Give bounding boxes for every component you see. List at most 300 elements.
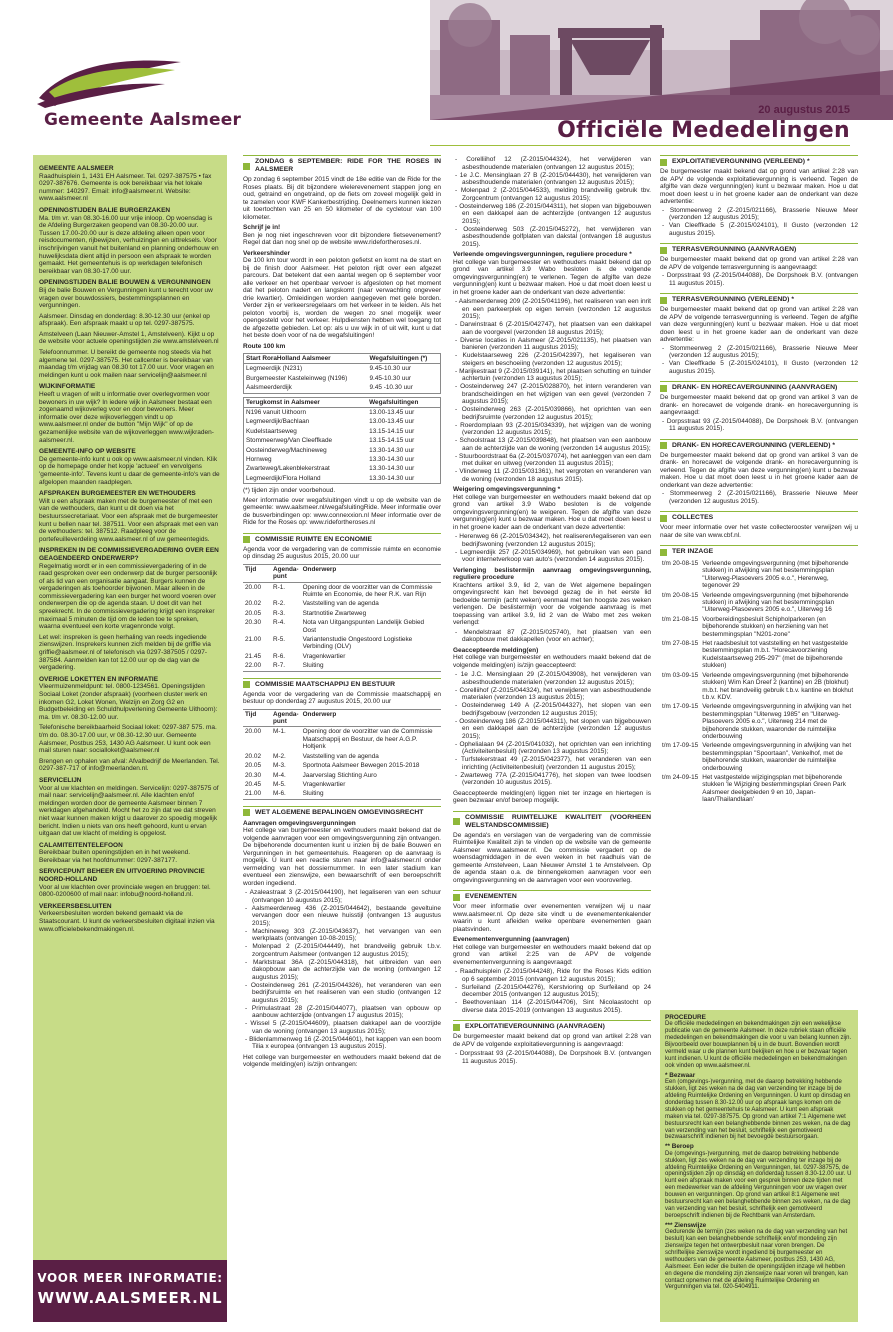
bullet-square-icon bbox=[660, 159, 667, 166]
section-heading-text: DRANK- EN HORECAVERGUNNING (AANVRAGEN) bbox=[672, 384, 838, 391]
sidebar-block bbox=[39, 207, 221, 275]
table-cell: Verleende omgevingsvergunning (met bijbehorende stukken) in afwijking van het bestemmingsplan "Uiterweg-Plasoevers 2005 e.o.", Uiterweg 16 bbox=[702, 591, 849, 614]
bullet-square-icon bbox=[243, 809, 250, 816]
section-heading bbox=[660, 293, 858, 304]
list-item: - Vlinderweg 11 (Z-2015/031361), het vergroten en veranderen van de woning (verzonden 18 augustus 2015). bbox=[455, 468, 651, 483]
list-item: - Herenweg 66 (Z-2015/034342), het realiseren/legaliseren van een bedrijfswoning (verzonden 12 augustus 2015); bbox=[455, 533, 651, 548]
table-row bbox=[660, 591, 858, 615]
list-item: - Turfstekerstraat 49 (Z-2015/042377), het veranderen van een inrichting (Activiteitenbesluit) (verzonden 11 augustus 2015); bbox=[455, 756, 651, 771]
table-cell: Aalsmeerderdijk bbox=[246, 384, 292, 392]
bullet-list bbox=[453, 968, 651, 1014]
list-item: - Van Cleeffkade 5 (Z-2015/024101), Il Gusto (verzonden 12 augustus 2015). bbox=[662, 222, 858, 237]
sidebar-heading: OPENINGSTIJDEN BALIE BOUWEN & VERGUNNINGEN bbox=[39, 279, 211, 287]
sidebar-text: Bereikbaar buiten openingstijden en in het weekend. Bereikbaar via het hoofdnummer: 0297-387177. bbox=[39, 849, 191, 864]
sidebar-block bbox=[39, 903, 221, 933]
list-item: - Roerdomplaan 93 (Z-2015/034339), het wijzigen van de woning (verzonden 12 augustus 2015); bbox=[455, 421, 651, 436]
table-row bbox=[244, 455, 441, 464]
paragraph: Ben je nog niet ingeschreven voor dit bijzondere fietsevenement? Regel dat dan nog snel op de website www.ridefortheroses.nl. bbox=[243, 231, 441, 246]
table-row bbox=[244, 427, 441, 436]
notice-section bbox=[660, 381, 858, 433]
list-item: - Oosteinderweg 263 (Z-2015/039866), het oprichten van een bedrijfsruimte (verzonden 12 augustus 2015); bbox=[455, 406, 651, 421]
sidebar-content bbox=[39, 165, 221, 933]
notice-section bbox=[660, 243, 858, 287]
sidebar-block bbox=[39, 349, 221, 379]
bullet-square-icon bbox=[660, 385, 667, 392]
table-cell: 9.45-10.30 uur bbox=[369, 365, 412, 373]
sidebar-text: Raadhuisplein 1, 1431 EH Aalsmeer. Tel. 0297-387575 • fax 0297-387676. Gemeente is ook bereikbaar via het lokale nummer: 140297. Email: info@aalsmeer.nl. Website: www.aalsmeer.nl bbox=[39, 172, 212, 203]
sidebar-heading: AFSPRAKEN BURGEMEESTER EN WETHOUDERS bbox=[39, 490, 196, 498]
paragraph: Het college van burgemeester en wethouders maakt bekend dat op grond van artikel 2:25 van de APV de volgende evenementenvergunning is aangevraagd: bbox=[453, 943, 651, 966]
wabo-section bbox=[243, 806, 441, 1069]
sidebar-heading: OPENINGSTIJDEN BALIE BURGERZAKEN bbox=[39, 206, 171, 214]
list-item: - Blidenlammenweg 16 (Z-2015/044601), het kappen van een boom Tilia x europea (ontvangen 13 augustus 2015). bbox=[245, 1035, 441, 1051]
sidebar-text: De gemeente-info kunt u ook op www.aalsmeer.nl vinden. Klik op de homepage onder het kopje 'actueel' en vervolgens 'gemeente-info'. Tevens kunt u daar de gemeente-info's van de afgelopen maanden raadplegen. bbox=[39, 455, 220, 486]
sidebar-heading: OVERIGE LOKETTEN EN INFORMATIE bbox=[39, 675, 159, 683]
table-cell: Vragenkwartier bbox=[302, 652, 346, 660]
paragraph: Voor meer informatie over het vaste collecterooster verwijzen wij u naar de site van www.cbf.nl. bbox=[660, 524, 858, 539]
paragraph: Het college van burgemeester en wethouders maakt bekend dat op grond van artikel 3.9 Wabo besloten is de volgende omgevingsvergunning(en) te weigeren. Tegen de afgifte van deze vergunning(en) kunt u bezwaar maken. Hoe u dat moet doen leest u in het groene kader aan de onderkant van deze advertentie: bbox=[453, 493, 651, 531]
table-row bbox=[660, 615, 858, 639]
bullet-list bbox=[243, 889, 441, 1051]
table-cell: Voorbereidingsbesluit Schipholparkeren (en bijbehorende stukken) en herziening van het bestemmingsplan "N201-zone" bbox=[702, 615, 829, 638]
section-heading: COMMISSIE RUIMTELIJKE KWALITEIT (VOORHEEN WELSTANDSCOMMISSIE) bbox=[453, 811, 651, 830]
paragraph: De agenda's en verslagen van de vergadering van de commissie Ruimtelijke Kwaliteit zijn te vinden op de website van de gemeente Aalsmeer www.aalsmeer.nl. De commissie vergadert op de woensdagmiddagen in de even weken in het raadhuis van de gemeente Amstelveen, Laan Nieuwer Amstel 1 te Amstelveen. Op de agenda staan o.a. de binnengekomen aanvragen voor een omgevingsvergunning en de aanvragen voor een vooroverleg. bbox=[453, 831, 651, 884]
table-row bbox=[243, 635, 441, 652]
table-cell: Kudelstaartseweg bbox=[246, 427, 297, 435]
sidebar-text: Ma. t/m vr. van 08.30-16.00 uur vrije inloop. Op woensdag is de Afdeling Burgerzaken geopend van 08.30-20.00 uur. Tussen 17.00-20.00 uur is deze afdeling alleen open voor reisdocumenten, rijbewijzen, verhuizingen en uittreksels. Voor inschrijvingen vanuit het buitenland en planning onderhouw en huwelijksdata dient altijd in persoon een afspraak te worden gemaakt. Het gemeentehuis is op werkdagen telefonisch bereikbaar van 08.30-17.00 uur. bbox=[39, 214, 219, 275]
procedure-subtitle: *** Zienswijze bbox=[665, 1221, 707, 1229]
bullet-square-icon bbox=[453, 894, 460, 901]
table-cell: R-6. bbox=[273, 652, 286, 660]
table-cell: 9.45 -10.30 uur bbox=[369, 384, 413, 392]
table-row bbox=[660, 741, 858, 773]
table-cell: 20.30 bbox=[245, 771, 261, 779]
sidebar-block bbox=[39, 868, 221, 898]
list-item: - Molenpad 2 (Z-2015/044533), melding brandveilig gebruik tbv. Zorgcentrum (ontvangen 12 augustus 2015); bbox=[455, 187, 651, 202]
table-cell: Sluiting bbox=[302, 790, 324, 798]
table-cell: Opening door de voorzitter van de Commissie Ruimte en Economie, de heer R.K. van Rijn bbox=[302, 583, 433, 598]
table-row bbox=[243, 609, 441, 618]
table-cell: Verleende omgevingsvergunning (met bijbehorende stukken) Wim Kan Dreef 2 (kantine) en 2B (blokhut) m.b.t. het brandveilig gebruik t.b.v. kantine en blokhut t.b.v. KDV. bbox=[702, 671, 854, 701]
subheading: Schrijf je in! bbox=[243, 224, 281, 231]
table-cell: R-2. bbox=[273, 600, 286, 608]
table-row bbox=[244, 417, 441, 426]
bullet-square-icon bbox=[243, 681, 250, 688]
table-cell: Legmeerdijk (N231) bbox=[246, 365, 303, 373]
list-item: - Oosteinderweg 186 (Z-2015/044311), het slopen van bijgebouwen en een dakkapel aan de achterzijde (verzonden 12 augustus 2015); bbox=[455, 717, 651, 740]
subheading: Aanvragen omgevingsvergunningen bbox=[243, 819, 356, 827]
table-cell: Hornweg bbox=[246, 456, 272, 464]
commissie-ruimte-section bbox=[243, 533, 441, 672]
list-item: - Oosteinderweg 247 (Z-2015/028870), het intern veranderen van brandscheidingen en het wijzigen van een gevel (verzonden 7 augustus 2015); bbox=[455, 383, 651, 405]
table-cell: Burgemeester Kasteleinweg (N196) bbox=[246, 374, 348, 382]
table-row bbox=[243, 618, 441, 635]
table-cell: Nota van Uitgangspunten Landelijk Gebied Oost bbox=[302, 619, 425, 634]
list-item: - Zwarteweg 77A (Z-2015/041776), het slopen van twee loodsen (verzonden 10 augustus 2015). bbox=[455, 771, 651, 786]
list-item: - Wissel 5 (Z-2015/044609), plaatsen dakkapel aan de voorzijde van de woning (ontvangen 13 augustus 2015); bbox=[245, 1020, 441, 1035]
bullet-list bbox=[453, 1050, 651, 1065]
table-cell: t/m 27-08-15 bbox=[662, 640, 699, 648]
paragraph: Meer informatie over wegafsluitingen vindt u op de website van de gemeente: www.aalsmeer.nl/wegafsluitingRide. Meer informatie over de busverbindingen op: www.connexxion.nl Meer informatie over de Ride for the Roses op: www.ridefortheroses.nl bbox=[243, 496, 441, 527]
table-cell: Verleende omgevingsvergunning in afwijking van het bestemmingsplan "Uiterweg 1985" en "Uiterweg-Plasoevers 2005 e.o.", Uiterweg 214 met de bijbehorende stukken, waaronder de ruimtelijke onderbouwing bbox=[702, 703, 852, 740]
list-item: - 1e J.C. Mensinglaan 27 B (Z-2015/044430), het verwijderen van asbesthoudende materialen (ontvangen 12 augustus 2015); bbox=[455, 171, 651, 186]
table-cell: 9.45-10.30 uur bbox=[369, 374, 412, 382]
table-row bbox=[244, 364, 441, 374]
sidebar-block bbox=[39, 724, 221, 754]
sidebar-text: Telefonische bereikbaarheid Sociaal loket: 0297-387 575. ma. t/m do. 08.30-17.00 uur, vr 08.30-12.30 uur. Gemeente Aalsmeer, Postbus 253, 1430 AG Aalsmeer. U kunt ook een mail sturen naar: socialloket@aalsmeer.nl bbox=[39, 724, 217, 755]
section-heading bbox=[660, 381, 858, 392]
paragraph: Het college van burgemeester en wethouders maakt bekend dat de volgende aanvragen voor een omgevingsvergunning zijn ontvangen. De bijbehorende documenten kunt u inzien bij de balie Bouwen en Vergunningen in het gemeentehuis. Reageren op de aanvraag is mogelijk. U kunt een reactie sturen naar info@aalsmeer.nl onder vermelding van het dossiernummer. In een later stadium kan eventueel een zienswijze, een bewaarschrift of een beroepschrift worden ingediend. bbox=[243, 827, 441, 887]
paragraph: De burgemeester maakt bekend dat op grond van artikel 2:28 van de APV de volgende exploitatievergunning is aangevraagd: bbox=[453, 1033, 651, 1048]
table-cell: 13.15-14.15 uur bbox=[369, 437, 415, 445]
list-item: - 1e J.C. Mensinglaan 29 (Z-2015/043908), het verwijderen van asbesthoudende materialen (verzonden 12 augustus 2015); bbox=[455, 671, 651, 686]
sidebar-text: Amstelveen (Laan Nieuwer-Amstel 1, Amstelveen). Kijkt u op de website voor actuele openingstijden zie www.amstelveen.nl bbox=[39, 330, 219, 346]
list-item: - Machineweg 303 (Z-2015/043637), het vervangen van een werkplaats (ontvangen 10-08-2015); bbox=[245, 927, 441, 943]
paragraph: Het college van burgemeester en wethouders maakt bekend dat de volgende melding(en) is/zijn geaccepteerd: bbox=[453, 654, 651, 669]
table-cell: 20.02 bbox=[245, 600, 261, 608]
procedure-title: PROCEDURE bbox=[665, 1014, 706, 1021]
bullet-square-icon bbox=[453, 1024, 460, 1031]
section-heading-text: EXPLOITATIEVERGUNNING (VERLEEND) * bbox=[672, 158, 810, 165]
sidebar-heading: GEMEENTE AALSMEER bbox=[39, 165, 114, 172]
page-header bbox=[0, 0, 893, 150]
table-row bbox=[243, 761, 441, 770]
section-heading-text: TERRASVERGUNNING (VERLEEND) * bbox=[672, 296, 794, 303]
table-cell: 20.05 bbox=[245, 762, 261, 770]
table-row bbox=[660, 639, 858, 671]
list-item: - Corelliihof (Z-2015/044324), het verwijderen van asbesthoudende materialen (verzonden 13 augustus 2015); bbox=[455, 686, 651, 701]
bullet-list bbox=[660, 345, 858, 376]
paragraph: Geaccepteerde melding(en) liggen niet ter inzage en hiertegen is geen bezwaar en/of beroep mogelijk. bbox=[453, 789, 651, 804]
table-cell: 13.00-13.45 uur bbox=[369, 418, 415, 426]
table-row bbox=[243, 771, 441, 780]
table-cell: t/m 03-09-15 bbox=[662, 671, 699, 679]
table-cell: R-4. bbox=[273, 619, 286, 627]
bullet-square-icon bbox=[660, 515, 667, 522]
bullet-list bbox=[453, 671, 651, 787]
section-heading: EVENEMENTEN bbox=[453, 890, 651, 901]
subheading: Evenementenvergunning (aanvragen) bbox=[453, 936, 570, 943]
section-heading: TER INZAGE bbox=[660, 545, 858, 556]
paragraph: De burgemeester maakt bekend dat op grond van artikel 2:28 van de APV de volgende terrasvergunning is aangevraagd: bbox=[660, 256, 858, 271]
evenementen-section bbox=[453, 890, 651, 1014]
sidebar-heading: VERKEERSBESLUITEN bbox=[39, 902, 112, 910]
list-item: - Stommeerweg 2 (Z-2015/021166), Brasserie Nieuwe Meer (verzonden 12 augustus 2015); bbox=[662, 206, 858, 221]
table-cell: t/m 24-09-15 bbox=[662, 773, 699, 781]
sidebar-heading: WIJKINFORMATIE bbox=[39, 383, 96, 391]
list-item: - Beethovenlaan 114 (Z-2015/044706), Sint Nicolaastocht op diverse data 2015-2019 (ontvangen 13 augustus 2015). bbox=[455, 999, 651, 1014]
sidebar-text: Voor al uw klachten over provinciale wegen en bruggen: tel. 0800-0200600 of mail naar: infobu@noord-holland.nl. bbox=[39, 883, 211, 899]
table-row bbox=[243, 661, 441, 671]
table-cell: 13.30-14.30 uur bbox=[369, 446, 415, 454]
section-heading-text: TERRASVERGUNNING (AANVRAGEN) bbox=[672, 246, 797, 253]
list-item: - Marijkestraat 9 (Z-2015/039141), het plaatsen schutting en tuinder achtertuin (verzonden 13 augustus 2015); bbox=[455, 367, 651, 382]
list-item: - Aalsmeerderweg 436 (Z-2015/044642), bestaande geveltuine vervangen door een nieuwe huisstijl (ontvangen 13 augustus 2015); bbox=[245, 904, 441, 927]
paragraph: Agenda voor de vergadering van de commissie ruimte en economie op dinsdag 25 augustus 2015, 20.00 uur bbox=[243, 545, 441, 561]
subheading: Geaccepteerde melding(en) bbox=[453, 646, 539, 654]
paragraph: De burgemeester maakt bekend dat op grond van artikel 2:28 van de APV de volgende exploitatievergunning is verleend. Tegen de afgifte van deze vergunning(en) kunt u bezwaar maken. Hoe u dat moet doen leest u in het groene kader aan de onderkant van deze advertentie: bbox=[660, 168, 858, 205]
sidebar-block bbox=[39, 448, 221, 486]
bullet-list bbox=[453, 156, 651, 248]
agenda-table: Tijd Agenda-punt Onderwerp 20.00 R-1. Opening door de voorzitter van de Commissie Ruimte en Economie, de heer R.K. van Rijn 20.02 R-2. Vaststelling van de agenda 20.05 R-3. Startnotitie Zwarteweg 20.30 R-4. Nota van Uitgangspunten Landelijk Gebied Oost 21.00 R-5. Variantenstudie Ongestoord Logistieke Verbinding (OLV) 21.45 R-6. Vragenkwartier 22.00 R-7. Sluiting bbox=[243, 564, 441, 672]
paragraph: De burgemeester maakt bekend dat op grond van artikel 3 van de drank- en horecawet de volgende drank- en horecavergunning is verleend. Tegen de afgifte van deze vergunning(en) kunt u bezwaar maken. Hoe u dat moet doen leest u in het groene kader aan de onderkant van deze advertentie: bbox=[660, 451, 858, 489]
issue-date: 20 augustus 2015 bbox=[758, 104, 850, 116]
table-cell: 13.30-14.30 uur bbox=[369, 474, 415, 482]
table-row bbox=[243, 652, 441, 661]
section-heading: EXPLOITATIEVERGUNNING (AANVRAGEN) bbox=[453, 1020, 651, 1031]
table-cell: Legmeerdijk/Flora Holland bbox=[246, 474, 321, 482]
table-cell: 20.45 bbox=[245, 780, 261, 788]
sidebar-text: Vleermuizenmeldpunt: tel. 0800-1234561. Openingstijden Sociaal Loket (zonder afspraak) (voorheen cluster werk en inkomen G2, Loket Wonen, Welzijn en Zorg G2 en Budgetbeleiding en Schuldhulpverlening Gemeente Uithoorn): ma. t/m vr. 08.30-12.00 uur. bbox=[39, 683, 218, 721]
table-cell: 21.00 bbox=[245, 636, 261, 644]
table-cell: Het vastgestelde wijzigingsplan met bijbehorende stukken 'le Wijziging bestemmingsplan Green Park Aalsmeer deelgebieden 9 en 10, Japan-laan/Thailandlaan' bbox=[702, 773, 846, 804]
section-heading bbox=[660, 243, 858, 254]
subheading: Weigering omgevingsvergunning * bbox=[453, 486, 561, 493]
table-cell: R-7. bbox=[273, 662, 286, 670]
list-item: - Darwinstraat 6 (Z-2015/042747), het plaatsen van een dakkapel aan de voorgevel (verzonden 18 augustus 2015); bbox=[455, 321, 651, 336]
bullet-list bbox=[660, 418, 858, 433]
list-item: - Legmeerdijk 257 (Z-2015/034969), het gebruiken van een pand voor internetverkoop van auto's (verzonden 14 augustus 2015). bbox=[455, 548, 651, 563]
sidebar-text: Heeft u vragen of wilt u informatie over overlegvormen voor bewoners in uw wijk? In iedere wijk in Aalsmeer bestaat een zogenaamd wijkoverleg voor en door bewoners. Meer informatie over deze wijkoverleggen vindt u op www.aalsmeer.nl onder de button "Mijn Wijk" of op de gezamenlijke website van de wijkoverleggen www.wijkraden-aalsmeer.nl. bbox=[39, 391, 214, 444]
paragraph: Op zondag 6 september 2015 vindt de 18e editie van de Ride for the Roses plaats. Bij dit bijzondere wielerevenement stappen jong en oud, getraind en ongetraind, op de fiets om zoveel mogelijk geld in te zamelen voor KWF Kankerbestrijding. Deelnemers kunnen kiezen uit toertochten van 25 en 50 kilometer of de cycletour van 100 kilometer. bbox=[243, 176, 441, 221]
table-cell: Sluiting bbox=[302, 662, 324, 670]
sidebar-block bbox=[39, 279, 221, 309]
table-cell: t/m 17-09-15 bbox=[662, 742, 699, 750]
section-heading: COMMISSIE RUIMTE EN ECONOMIE bbox=[243, 533, 441, 544]
ruimtelijke-kwaliteit-section bbox=[453, 811, 651, 885]
section-heading bbox=[660, 155, 858, 166]
website-link[interactable]: WWW.AALSMEER.NL bbox=[37, 1289, 223, 1307]
table-cell: Verleende omgevingsvergunning in afwijking van het bestemmingsplan "Spoortaan", Venkelhof, met de bijbehorende stukken, waaronder de ruimtelijke onderbouwing bbox=[702, 742, 852, 772]
list-item: - Dorpsstraat 93 (Z-2015/044088), De Dorpshoek B.V. (ontvangen 11 augustus 2015). bbox=[662, 417, 858, 432]
table-cell: Sportnota Aalsmeer Bewegen 2015-2018 bbox=[302, 762, 420, 770]
table-row bbox=[244, 446, 441, 455]
table-row bbox=[243, 752, 441, 761]
sidebar-block bbox=[39, 165, 221, 203]
section-heading bbox=[660, 439, 858, 450]
list-item: - Oosteinderweg 186 (Z-2015/044311), het slopen van bijgebouwen en een dakkapel aan de achterzijde (ontvangen 12 augustus 2015); bbox=[455, 202, 651, 225]
table-cell: M-5. bbox=[273, 780, 286, 788]
notice-section bbox=[660, 155, 858, 237]
table-cell: 13.30-14.30 uur bbox=[369, 456, 415, 464]
table-row bbox=[244, 374, 441, 383]
table-cell: 20.05 bbox=[245, 609, 261, 617]
section-heading-text: DRANK- EN HORECAVERGUNNING (VERLEEND) * bbox=[672, 441, 836, 449]
table-cell: Vaststelling van de agenda bbox=[302, 600, 379, 608]
sidebar-heading: SERVICEPUNT BEHEER EN UITVOERING PROVINCIE NOORD-HOLLAND bbox=[39, 868, 205, 884]
section-heading: ZONDAG 6 SEPTEMBER: RIDE FOR THE ROSES IN AALSMEER bbox=[243, 155, 441, 174]
subheading: Verkeershinder bbox=[243, 249, 290, 257]
list-item: - Oosteinderweg 149 A (Z-2015/044327), het slopen van een bedrijfsgebouw (verzonden 12 augustus 2015); bbox=[455, 702, 651, 717]
paragraph: Een (omgevings-)vergunning, met de daarop betrekking hebbende stukken, ligt zes weken na de dag van verzending ter inzage bij de afdeling Ruimtelijke Ordening en Vergunningen. U kunt op dinsdag en donderdag tussen 8.30-12.00 uur op afspraak langs komen om de stukken op het gemeentehuis te Aalsmeer. U kunt een afspraak maken via tel. 0297-387575. Op grond van artikel 7:1 Algemene wet bestuursrecht kan een belanghebbende binnen zes weken, na de dag van verzending van het besluit, schriftelijk een gemotiveerd bezwaarschrift indienen bij het bevoegde bestuursorgaan. bbox=[665, 1079, 851, 1141]
table-row bbox=[243, 727, 441, 752]
route-table-start: Start RoraHolland Aalsmeer Wegafsluitingen (*) Legmeerdijk (N231) 9.45-10.30 uur Burgemeester Kasteleinweg (N196) 9.45-10.30 uur Aalsmeerderdijk 9.45 -10.30 uur bbox=[243, 353, 441, 394]
sidebar-block bbox=[39, 490, 221, 543]
bullet-square-icon bbox=[243, 163, 250, 170]
commissie-bestuur-section bbox=[243, 678, 441, 800]
table-cell: R-5. bbox=[273, 636, 286, 644]
table-row bbox=[660, 702, 858, 741]
sidebar-block bbox=[39, 313, 221, 328]
sidebar-heading: GEMEENTE-INFO OP WEBSITE bbox=[39, 448, 136, 456]
paragraph: Het college van burgemeester en wethouders maakt bekend dat op grond van artikel 3.9 Wabo besloten is de volgende omgevingsvergunning(en) te verlenen. Tegen de afgifte van deze vergunning(en) kunt u bezwaar maken. Hoe u dat moet doen leest u in het groene kader aan de onderkant van deze advertentie: bbox=[453, 258, 651, 296]
list-item: - Azaleastraat 3 (Z-2015/044190), het legaliseren van een schuur (ontvangen 10 augustus 2015); bbox=[245, 889, 441, 904]
table-cell: 21.00 bbox=[245, 790, 261, 798]
bullet-list bbox=[660, 490, 858, 505]
sidebar-block bbox=[39, 634, 221, 672]
sidebar-block bbox=[39, 758, 221, 773]
table-row bbox=[243, 789, 441, 799]
agenda-table: Tijd Agenda-punt Onderwerp 20.00 M-1. Opening door de voorzitter van de Commissie Maatschappij en Bestuur, de heer A.G.P. Holtjenk 20.02 M-2. Vaststelling van de agenda 20.05 M-3. Sportnota Aalsmeer Bewegen 2015-2018 20.30 M-4. Jaarverslag Stichting Auro 20.45 M-5. Vragenkwartier 21.00 M-6. Sluiting bbox=[243, 709, 441, 800]
sidebar-text: Aalsmeer. Dinsdag en donderdag: 8.30-12.30 uur (enkel op afspraak). Een afspraak maakt u op tel. 0297-387575. bbox=[39, 312, 210, 328]
sidebar-info bbox=[33, 155, 227, 1322]
table-cell: N196 vanuit Uithoorn bbox=[246, 409, 307, 417]
table-row bbox=[660, 559, 858, 591]
table-cell: t/m 21-08-15 bbox=[662, 615, 699, 623]
sidebar-block bbox=[39, 842, 221, 865]
list-item: - Corelliihof 12 (Z-2015/044324), het verwijderen van asbesthoudende materialen (ontvangen 12 augustus 2015); bbox=[455, 156, 651, 171]
table-cell: M-3. bbox=[273, 762, 286, 770]
sidebar-block bbox=[39, 547, 221, 631]
list-item: - Surfeiland (Z-2015/044276), Kerstvioring op Surfeiland op 24 december 2015 (ontvangen 12 augustus 2015); bbox=[455, 983, 651, 998]
section-heading: WET ALGEMENE BEPALINGEN OMGEVINGSRECHT bbox=[243, 806, 441, 817]
table-cell: R-1. bbox=[273, 583, 286, 591]
table-cell: Oosteinderweg/Machineweg bbox=[246, 446, 327, 454]
subheading: Verleende omgevingsvergunningen, reguliere procedure * bbox=[453, 251, 632, 258]
bullet-square-icon bbox=[660, 442, 667, 449]
section-heading-text: COLLECTES bbox=[672, 514, 714, 521]
header-divider bbox=[430, 145, 850, 146]
list-item: - Primulastraat 28 (Z-2015/044077), plaatsen van opbouw op aanbouw achterzijde (ontvangen 17 augustus 2015); bbox=[245, 1004, 441, 1020]
more-info-banner[interactable] bbox=[33, 1260, 227, 1322]
brand-name: Gemeente Aalsmeer bbox=[44, 110, 242, 130]
sidebar-text: Regelmatig wordt er in een commissievergadering of in de raad gesproken over een onderwerp dat de burger persoonlijk of als lid van een organisatie aangaat. Burgers kunnen de vergaderingen als toehoorder bijwonen. Maar alleen in de commissievergadering kan een burger het woord voeren over onderwerpen die op de agenda staan. U doet dit van het spreekrecht. In de commissievergadering krijgt een inspreker maximaal 5 minuten de tijd om de leden toe te spreken, waarna eventueel een korte vragenronde volgt. bbox=[39, 562, 218, 631]
notice-section bbox=[660, 293, 858, 375]
table-row bbox=[244, 383, 441, 393]
paragraph: De officiële mededelingen en bekendmakingen zijn een wekelijkse publicatie van de gemeente Aalsmeer. In deze rubriek staan officiële mededelingen en bekendmakingen die voor u van belang kunnen zijn. Bijvoorbeeld over bouwplannen bij u in de buurt. Bovendien wordt vermeld waar u de plannen kunt bekijken en hoe u er bezwaar tegen kunt indienen. U kunt de officiële mededelingen en bekendmakingen ook vinden op www.aalsmeer.nl. bbox=[665, 1021, 852, 1069]
table-row bbox=[244, 436, 441, 445]
procedure-box bbox=[660, 1010, 858, 1322]
sidebar-text: Bij de balie Bouwen en Vergunningen kunt u terecht voor uw vragen over bouwdossiers, bestemmingsplannen en vergunningen. bbox=[39, 286, 213, 310]
sidebar-heading: INSPREKEN IN DE COMMISSIEVERGADERING OVER EEN GEAGENDEERD ONDERWERP? bbox=[39, 547, 219, 562]
table-cell: M-2. bbox=[273, 752, 286, 760]
bullet-square-icon bbox=[243, 536, 250, 543]
list-item: - Dorpsstraat 93 (Z-2015/044088), De Dorpshoek B.V. (ontvangen 11 augustus 2015). bbox=[455, 1050, 651, 1065]
ride-for-the-roses-section bbox=[243, 155, 441, 527]
paragraph: Agenda voor de vergadering van de Commissie maatschappij en bestuur op donderdag 27 augustus 2015, 20.00 uur bbox=[243, 690, 441, 706]
list-item: - Raadhuisplein (Z-2015/044248), Ride for the Roses Kids edition op 6 september 2015 (ontvangen 12 augustus 2015); bbox=[455, 968, 651, 983]
subheading: Route 100 km bbox=[243, 342, 286, 350]
list-item: - Dorpsstraat 93 (Z-2015/044088), De Dorpshoek B.V. (ontvangen 11 augustus 2015). bbox=[662, 272, 858, 287]
table-cell: Verleende omgevingsvergunning (met bijbehorende stukken) in afwijking van het bestemmingsplan "Uiterweg-Plasoevers 2005 e.o.", Herenweg, tegenover 29 bbox=[702, 560, 849, 590]
table-cell: 20.00 bbox=[245, 583, 261, 591]
table-cell: Legmeerdijk/Bachlaan bbox=[246, 418, 310, 426]
ter-inzage-section bbox=[660, 545, 858, 805]
sidebar-heading: SERVICELIJN bbox=[39, 776, 82, 784]
list-item: - Kudelstaarseweg 226 (Z-2015/042397), het legaliseren van steigers en beschoeiing (verzonden 12 augustus 2015); bbox=[455, 352, 651, 367]
header-photo bbox=[430, 0, 893, 120]
table-cell: M-1. bbox=[273, 728, 286, 736]
table-cell: Vaststelling van de agenda bbox=[302, 752, 379, 760]
table-row bbox=[660, 671, 858, 703]
bullet-square-icon bbox=[660, 549, 667, 556]
bullet-list bbox=[453, 533, 651, 564]
table-cell: 22.00 bbox=[245, 662, 261, 670]
table-cell: 20.02 bbox=[245, 752, 261, 760]
list-item: - Oosteinderweg 261 (Z-2015/044326), het veranderen van een bedrijfsruimte en het realiseren van een studio (ontvangen 12 augustus 2015); bbox=[245, 981, 441, 1004]
list-item: - Van Cleeffkade 5 (Z-2015/024101), Il Gusto (verzonden 12 augustus 2015). bbox=[662, 360, 858, 375]
bullet-list bbox=[660, 207, 858, 238]
paragraph: Gedurende de termijn (zes weken na de dag van verzending van het besluit) kan een belanghebbende schriftelijk en/of mondeling zijn zienswijze tegen het ontwerpbesluit naar voren brengen. De schriftelijke zienswijze wordt ingediend bij burgemeester en wethouders van de gemeente Aalsmeer, postbus 253, 1430 AG, Aalsmeer. Een ieder die buiten de openingstijden inzage wil hebben en degene die mondeling zijn zienswijze naar voren wil brengen, kan contact opnemen met de afdeling Ruimtelijke Ordening en Vergunningen via tel. 020-5404911. bbox=[665, 1229, 848, 1291]
sidebar-block bbox=[39, 777, 221, 838]
section-heading: COMMISSIE MAATSCHAPPIJ EN BESTUUR bbox=[243, 678, 441, 689]
column-2 bbox=[453, 155, 651, 1322]
table-cell: Startnotitie Zwarteweg bbox=[302, 609, 367, 617]
table-cell: M-6. bbox=[273, 790, 286, 798]
sidebar-text: Telefoonnummer. U bereikt de gemeente nog steeds via het algemene tel. 0297-387575. Het callcenter is bereikbaar van maandag t/m vrijdag van 08.30 tot 17.00 uur. Voor vragen en meldingen kunt u ook mailen naar servicelijn@aalsmeer.nl bbox=[39, 349, 214, 379]
list-item: - Aalsmeerderweg 209 (Z-2015/041196), het realiseren van een inrit en een parkeerplek op eigen terrein (verzonden 12 augustus 2015); bbox=[455, 298, 651, 320]
table-cell: 13.30-14.30 uur bbox=[369, 465, 415, 473]
table-cell: Jaarverslag Stichting Auro bbox=[302, 771, 377, 779]
column-1 bbox=[243, 155, 441, 1322]
list-item: - Stommeerweg 2 (Z-2015/021166), Brasserie Nieuwe Meer (verzonden 12 augustus 2015); bbox=[662, 344, 858, 359]
table-cell: 21.45 bbox=[245, 652, 261, 660]
sidebar-heading: CALAMITEITENTELEFOON bbox=[39, 841, 123, 849]
table-row bbox=[660, 773, 858, 805]
bullet-square-icon bbox=[660, 247, 667, 254]
list-item: - Stommeerweg 2 (Z-2015/021166), Brasserie Nieuwe Meer (verzonden 12 augustus 2015). bbox=[662, 490, 858, 505]
bullet-list bbox=[660, 272, 858, 287]
subheading: Verlenging beslistermijn aanvraag omgevingsvergunning, reguliere procedure bbox=[453, 566, 651, 581]
ter-inzage-table bbox=[660, 559, 858, 805]
exploitatie-aanvragen-section bbox=[453, 1020, 651, 1065]
paragraph: Krachtens artikel 3.9, lid 2, van de Wet algemene bepalingen omgevingsrecht kan het bevoegd gezag de in het eerste lid bedoelde termijn (acht weken) eenmaal met ten hoogste zes weken verlengen. De beslistermijn voor de volgende aanvraag is met toepassing van artikel 3.9, lid 2 van de Wabo met zes weken verlengd: bbox=[453, 581, 651, 626]
sidebar-text: Let wel: inspreken is geen herhaling van reeds ingediende zienswijzen. Insprekers kunnen zich melden bij de griffie via griffie@aalsmeer.nl of telefonisch via 0297-387505 / 0297-387584. Aanmelden kan tot 12.00 uur op de dag van de vergadering. bbox=[39, 633, 211, 672]
list-item: - Ophelialaan 94 (Z-2015/041032), het oprichten van een inrichting (Activiteitenbesluit) (verzonden 13 augustus 2015); bbox=[455, 740, 651, 755]
sidebar-block bbox=[39, 383, 221, 444]
list-item: - Diverse locaties in Aalsmeer (Z-2015/021135), het plaatsen van banieren (verzonden 11 augustus 2015); bbox=[455, 336, 651, 351]
section-heading bbox=[660, 511, 858, 522]
more-info-label: VOOR MEER INFORMATIE: bbox=[37, 1271, 223, 1285]
sidebar-block bbox=[39, 676, 221, 722]
list-item: - Mendelstraat 87 (Z-2015/025740), het plaatsen van een dakopbouw met dakkapellen (voor en achter); bbox=[455, 628, 651, 643]
table-cell: t/m 17-09-15 bbox=[662, 703, 699, 711]
table-cell: 20.30 bbox=[245, 619, 261, 627]
table-row bbox=[244, 474, 441, 484]
procedure-subtitle: * Bezwaar bbox=[665, 1071, 696, 1079]
sidebar-text: Brengen en ophalen van afval: Afvalbedrijf de Meerlanden. Tel. 0297-387-717 of info@meerlanden.nl. bbox=[39, 757, 220, 773]
table-cell: Het raadsbesluit tot vaststelling en het vastgestelde bestemmingsplan m.b.t. "Horecavoorziening Kudelstaartseweg 295-297" (met de bijbehorende stukken) bbox=[702, 640, 848, 670]
table-cell: 20.00 bbox=[245, 728, 261, 736]
list-item: - Oosteinderweg 503 (Z-2015/045272), het verwijderen van asbesthoudende golfplaten van dakstal (ontvangen 18 augustus 2015). bbox=[455, 225, 651, 248]
table-cell: t/m 20-08-15 bbox=[662, 560, 699, 567]
table-cell: Variantenstudie Ongestoord Logistieke Verbinding (OLV) bbox=[302, 636, 413, 651]
list-item: - Marktstraat 36A (Z-2015/044318), het uitbreiden van een dakopbouw aan de achterzijde van de woning (ontvangen 12 augustus 2015); bbox=[245, 958, 441, 981]
paragraph: Het college van burgemeester en wethouders maakt bekend dat de volgende melding(en) is/zijn ontvangen: bbox=[243, 1053, 441, 1069]
leaf-logo-icon bbox=[35, 48, 185, 110]
bullet-list bbox=[453, 629, 651, 644]
table-cell: Vragenkwartier bbox=[302, 780, 346, 788]
sidebar-text: Wilt u een afspraak maken met de burgemeester of met een van de wethouders, dan kunt u dit doen via het bestuurssecretariaat. Voor een afspraak met de burgemeester kunt u bellen naar tel. 387511. Voor een afspraak met een van de wethouders: tel. 387512. Raadpleeg voor de portefeuilleverdeling www.aalsmeer.nl of uw gemeentegids. bbox=[39, 497, 219, 543]
table-cell: t/m 20-08-15 bbox=[662, 591, 699, 599]
table-cell: Stommeerweg/Van Cleeffkade bbox=[246, 437, 333, 445]
paragraph: De 100 km tour wordt in een peloton gefietst en komt na de start en bij de finish door Aalsmeer. Het peloton rijdt over een afgezet parcours. Dat betekent dat een aantal wegen op 6 september voor alle verkeer en het openbaar vervoer is afgesloten op het moment dat het peloton nadert en langskomt (naar verwachting ongeveer drie kwartier). Omleidingen worden aangegeven met gele borden. Verder zijn er verkeersregelaars om het verkeer in te leiden. Als het peloton voorbij is, worden de wegen zo snel mogelijk weer opengesteld voor het verkeer. Hulpdiensten hebben wel toegang tot de afgezette gebieden. Let op: als u uw wijk in of uit wilt, kunt u dat het beste doen voor of na de wegafsluitingen! bbox=[243, 257, 441, 339]
procedure-subtitle: ** Beroep bbox=[665, 1143, 694, 1151]
table-cell: 13.15-14.15 uur bbox=[369, 427, 415, 435]
table-row bbox=[244, 408, 441, 418]
sidebar-text: Verkeersbesluiten worden bekend gemaakt via de Staatscourant. U kunt de verkeersbesluiten digitaal inzien via www.officielebekendmakingen.nl. bbox=[39, 910, 215, 933]
paragraph: Voor meer informatie over evenementen verwijzen wij u naar www.aalsmeer.nl. Op deze site vindt u de evenementenkalender waarin u kunt afleiden welke openbare evenementen gaan plaatsvinden. bbox=[453, 903, 651, 933]
